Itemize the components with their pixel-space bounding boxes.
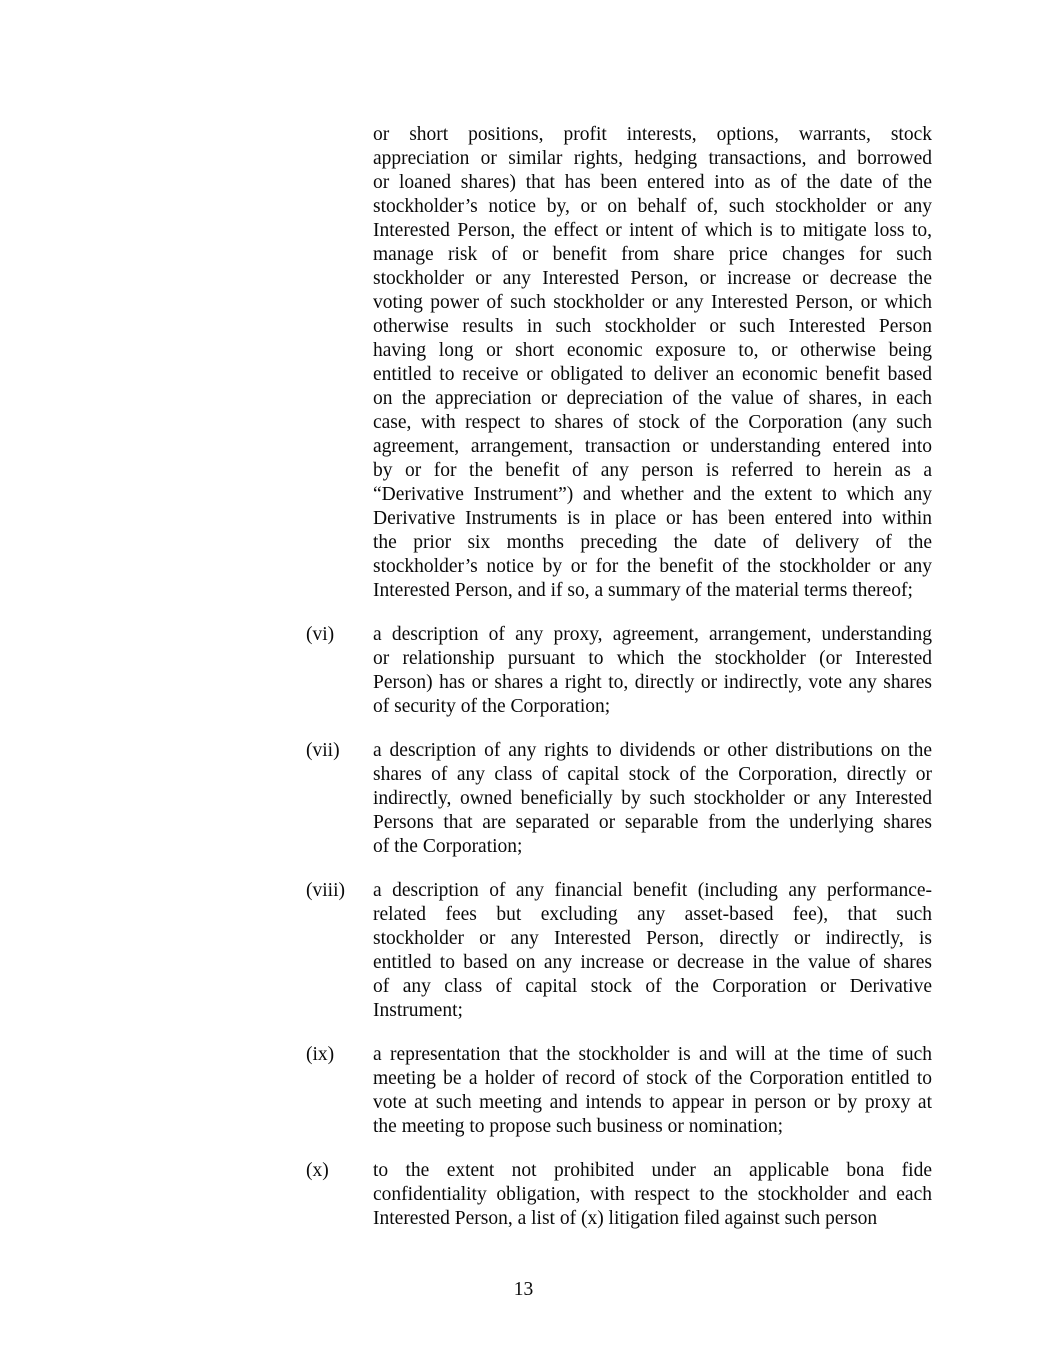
text-line: Interested Person, and if so, a summary of the material terms thereof; xyxy=(373,580,913,601)
text-line: a description of any financial benefit (including any performance- xyxy=(373,880,932,901)
text-line: Persons that are separated or separable from the underlying shares xyxy=(373,812,932,833)
text-line: of the Corporation; xyxy=(373,836,523,857)
text-line: shares of any class of capital stock of the Corporation, directly or xyxy=(373,764,932,785)
text-line: voting power of such stockholder or any Interested Person, or which xyxy=(373,292,932,313)
text-line: stockholder’s notice by or for the benefit of the stockholder or any xyxy=(373,556,932,577)
text-line: indirectly, owned beneficially by such stockholder or any Interested xyxy=(373,788,932,809)
list-item-text xyxy=(373,123,932,603)
list-item-text xyxy=(373,739,932,859)
text-line: related fees but excluding any asset-based fee), that such xyxy=(373,904,932,925)
list-item-label: (vi) xyxy=(306,624,335,645)
text-line: or relationship pursuant to which the stockholder (or Interested xyxy=(373,648,932,669)
list-item xyxy=(306,623,933,719)
list-item xyxy=(306,1159,933,1231)
text-line: stockholder or any Interested Person, directly or indirectly, is xyxy=(373,928,932,949)
text-line: agreement, arrangement, transaction or understanding entered into xyxy=(373,436,932,457)
text-line: having long or short economic exposure to, or otherwise being xyxy=(373,340,932,361)
text-line: manage risk of or benefit from share price changes for such xyxy=(373,244,932,265)
page-number: 13 xyxy=(513,1279,534,1300)
text-line: to the extent not prohibited under an applicable bona fide xyxy=(373,1160,932,1181)
list-item xyxy=(306,123,933,603)
text-line: stockholder or any Interested Person, or increase or decrease the xyxy=(373,268,932,289)
list-item-text xyxy=(373,1043,932,1139)
list-item xyxy=(306,879,933,1023)
list-item-label xyxy=(306,123,373,603)
list-item xyxy=(306,1043,933,1139)
list-item-text xyxy=(373,623,932,719)
list-item-label: (x) xyxy=(306,1160,329,1181)
text-line: a representation that the stockholder is and will at the time of such xyxy=(373,1044,932,1065)
text-line: the meeting to propose such business or nomination; xyxy=(373,1116,783,1137)
text-line: Interested Person, a list of (x) litigation filed against such person xyxy=(373,1208,878,1229)
text-line: by or for the benefit of any person is referred to herein as a xyxy=(373,460,932,481)
text-line: a description of any proxy, agreement, arrangement, understanding xyxy=(373,624,932,645)
list-item xyxy=(306,739,933,859)
text-line: or short positions, profit interests, options, warrants, stock xyxy=(373,124,932,145)
text-line: entitled to receive or obligated to deliver an economic benefit based xyxy=(373,364,932,385)
text-line: case, with respect to shares of stock of the Corporation (any such xyxy=(373,412,932,433)
text-line: meeting be a holder of record of stock of the Corporation entitled to xyxy=(373,1068,932,1089)
text-line: vote at such meeting and intends to appear in person or by proxy at xyxy=(373,1092,932,1113)
text-line: on the appreciation or depreciation of the value of shares, in each xyxy=(373,388,932,409)
list-item-label: (vii) xyxy=(306,740,340,761)
list-item-label: (ix) xyxy=(306,1044,335,1065)
text-line: Instrument; xyxy=(373,1000,463,1021)
text-line: confidentiality obligation, with respect to the stockholder and each xyxy=(373,1184,932,1205)
document-body xyxy=(306,123,933,1231)
list-item-text xyxy=(373,1159,932,1231)
text-line: a description of any rights to dividends or other distributions on the xyxy=(373,740,932,761)
text-line: of security of the Corporation; xyxy=(373,696,611,717)
list-item-text xyxy=(373,879,932,1023)
text-line: stockholder’s notice by, or on behalf of, such stockholder or any xyxy=(373,196,932,217)
text-line: Person) has or shares a right to, directly or indirectly, vote any shares xyxy=(373,672,932,693)
text-line: Derivative Instruments is in place or has been entered into within xyxy=(373,508,932,529)
list-item-label: (viii) xyxy=(306,880,345,901)
text-line: “Derivative Instrument”) and whether and the extent to which any xyxy=(373,484,932,505)
text-line: the prior six months preceding the date of delivery of the xyxy=(373,532,932,553)
text-line: appreciation or similar rights, hedging transactions, and borrowed xyxy=(373,148,932,169)
text-line: Interested Person, the effect or intent of which is to mitigate loss to, xyxy=(373,220,932,241)
text-line: of any class of capital stock of the Corporation or Derivative xyxy=(373,976,932,997)
text-line: entitled to based on any increase or decrease in the value of shares xyxy=(373,952,932,973)
text-line: otherwise results in such stockholder or such Interested Person xyxy=(373,316,932,337)
text-line: or loaned shares) that has been entered into as of the date of the xyxy=(373,172,932,193)
